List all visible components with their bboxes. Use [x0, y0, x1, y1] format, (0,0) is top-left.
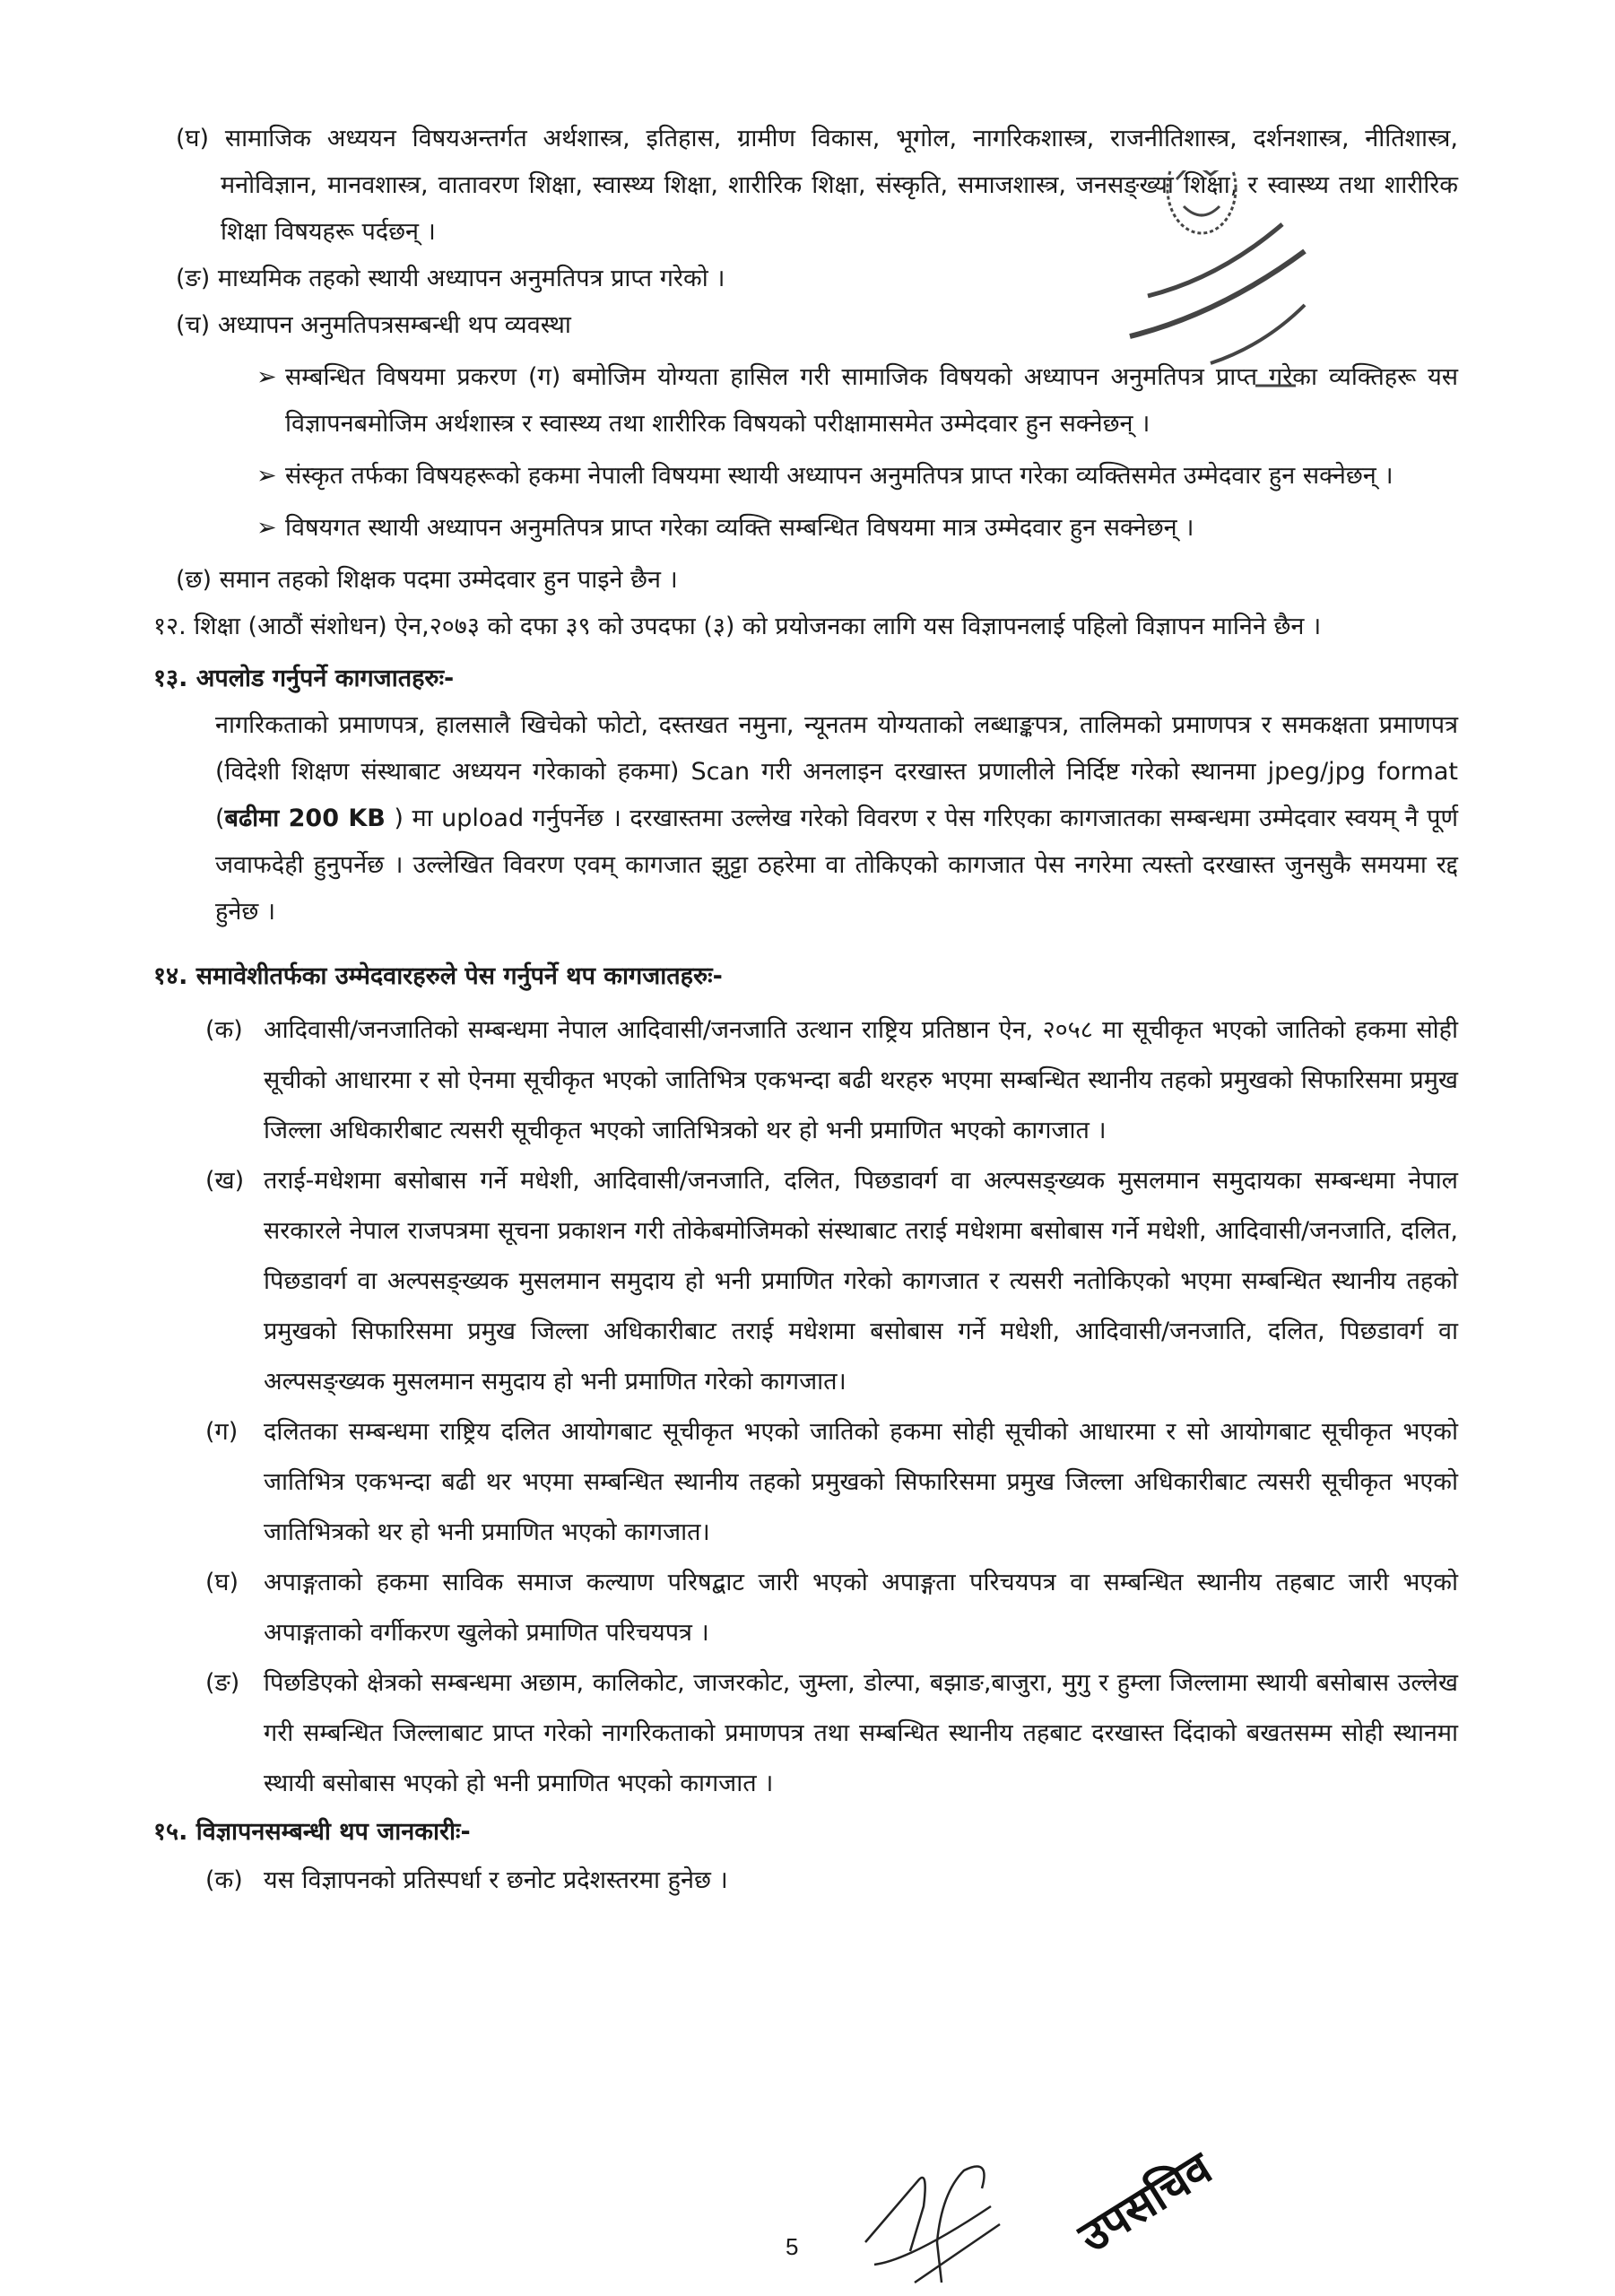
- section-14-heading: १४. समावेशीतर्फका उम्मेदवारहरुले पेस गर्नुपर्ने थप कागजातहरुः-: [153, 962, 723, 990]
- official-seal: [1112, 170, 1327, 395]
- section-14-item: [205, 1407, 1458, 1558]
- clause-marker: (ङ): [176, 265, 211, 292]
- item-marker: (ङ): [205, 1669, 240, 1697]
- clause-text: सामाजिक अध्ययन विषयअन्तर्गत अर्थशास्त्र, इतिहास, ग्रामीण विकास, भूगोल, नागरिकशास्त्र, राजनीतिशास्त्र, दर्शनशास्त्र, नीतिशास्त्र, मनोविज्ञान, मानवशास्त्र, वातावरण शिक्षा, स्वास्थ्य शिक्षा, शारीरिक शिक्षा, संस्कृति, समाजशास्त्र, जनसङ्ख्या शिक्षा, र स्वास्थ्य तथा शारीरिक शिक्षा विषयहरू पर्दछन् ।: [221, 125, 1459, 246]
- bullet-text: संस्कृत तर्फका विषयहरूको हकमा नेपाली विषयमा स्थायी अध्यापन अनुमतिपत्र प्राप्त गरेका व्यक्तिसमेत उम्मेदवार हुन सक्नेछन् ।: [285, 462, 1394, 490]
- item-text: आदिवासी/जनजातिको सम्बन्धमा नेपाल आदिवासी/जनजाति उत्थान राष्ट्रिय प्रतिष्ठान ऐन, २०५८ मा सूचीकृत भएको जातिको हकमा सोही सूचीको आधारमा र सो ऐनमा सूचीकृत भएको जातिभित्र एकभन्दा बढी थरहरु भएमा सम्बन्धित स्थानीय तहको प्रमुखको सिफारिसमा प्रमुख जिल्ला अधिकारीबाट त्यसरी सूचीकृत भएको जातिभित्रको थर हो भनी प्रमाणित भएको कागजात ।: [264, 1016, 1458, 1144]
- item-text: यस विज्ञापनको प्रतिस्पर्धा र छनोट प्रदेशस्तरमा हुनेछ ।: [264, 1866, 728, 1894]
- bullet-text: सम्बन्धित विषयमा प्रकरण (ग) बमोजिम योग्यता हासिल गरी सामाजिक विषयको अध्यापन अनुमतिपत्र प्राप्त गरेका व्यक्तिहरू यस विज्ञापनबमोजिम अर्थशास्त्र र स्वास्थ्य तथा शारीरिक विषयको परीक्षामासमेत उम्मेदवार हुन सक्नेछन् ।: [285, 363, 1458, 438]
- section-15-heading: १५. विज्ञापनसम्बन्धी थप जानकारीः-: [153, 1818, 471, 1846]
- arrow-bullet-icon: ➢: [256, 462, 277, 490]
- arrow-bullet-icon: ➢: [256, 363, 277, 391]
- section-14-item: [205, 1005, 1458, 1156]
- paragraph-text: नागरिकताको प्रमाणपत्र, हालसालै खिचेको फोटो, दस्तखत नमुना, न्यूनतम योग्यताको लब्धाङ्कपत्र, तालिमको प्रमाणपत्र र समकक्षता प्रमाणपत्र (विदेशी शिक्षण संस्थाबाट अध्ययन गरेकाको हकमा) Scan गरी अनलाइन दरखास्त प्रणालीले निर्दिष्ट गरेको स्थानमा jpeg/jpg format (: [215, 711, 1458, 832]
- bullet-item: [256, 453, 1458, 500]
- max-size-text: बढीमा 200 KB: [224, 804, 386, 832]
- section-14-item: [205, 1558, 1458, 1658]
- clause-text: माध्यमिक तहको स्थायी अध्यापन अनुमतिपत्र प्राप्त गरेको ।: [217, 265, 725, 292]
- signature-scribble-icon: [856, 2152, 1036, 2287]
- clause-text: अध्यापन अनुमतिपत्रसम्बन्धी थप व्यवस्था: [217, 311, 571, 339]
- section-15-item: [205, 1856, 891, 1906]
- bullet-text: विषयगत स्थायी अध्यापन अनुमतिपत्र प्राप्त गरेका व्यक्ति सम्बन्धित विषयमा मात्र उम्मेदवार हुन सक्नेछन् ।: [285, 514, 1194, 542]
- item-marker: (क): [205, 1016, 243, 1044]
- page-number: 5: [786, 2233, 799, 2260]
- section-12: [153, 604, 1458, 650]
- section-14-item: [205, 1658, 1458, 1809]
- section-12-text: १२. शिक्षा (आठौं संशोधन) ऐन,२०७३ को दफा ३९ को उपदफा (३) को प्रयोजनका लागि यस विज्ञापनलाई पहिलो विज्ञापन मानिने छैन ।: [153, 613, 1322, 640]
- arrow-bullet-icon: ➢: [256, 514, 277, 542]
- item-text: तराई-मधेशमा बसोबास गर्ने मधेशी, आदिवासी/जनजाति, दलित, पिछडावर्ग वा अल्पसङ्ख्यक मुसलमान समुदायका सम्बन्धमा नेपाल सरकारले नेपाल राजपत्रमा सूचना प्रकाशन गरी तोकेबमोजिमको संस्थाबाट तराई मधेशमा बसोबास गर्ने मधेशी, आदिवासी/जनजाति, दलित, पिछडावर्ग वा अल्पसङ्ख्यक मुसलमान समुदाय हो भनी प्रमाणित गरेको कागजात र त्यसरी नतोकिएको भएमा सम्बन्धित स्थानीय तहको प्रमुखको सिफारिसमा प्रमुख जिल्ला अधिकारीबाट तराई मधेशमा बसोबास गर्ने मधेशी, आदिवासी/जनजाति, दलित, पिछडावर्ग वा अल्पसङ्ख्यक मुसलमान समुदाय हो भनी प्रमाणित गरेको कागजात।: [264, 1167, 1458, 1396]
- clause-cha: [176, 302, 1117, 349]
- seal-emblem-icon: [1112, 170, 1327, 395]
- item-text: दलितका सम्बन्धमा राष्ट्रिय दलित आयोगबाट सूचीकृत भएको जातिको हकमा सोही सूचीको आधारमा र सो आयोगबाट सूचीकृत भएको जातिभित्र एकभन्दा बढी थर भएमा सम्बन्धित स्थानीय तहको प्रमुखको सिफारिसमा प्रमुख जिल्ला अधिकारीबाट त्यसरी सूचीकृत भएको जातिभित्रको थर हो भनी प्रमाणित भएको कागजात।: [264, 1418, 1458, 1546]
- clause-marker: (च): [176, 311, 211, 339]
- section-14-item: [205, 1156, 1458, 1407]
- paragraph-text: ) मा upload गर्नुपर्नेछ । दरखास्तमा उल्लेख गरेको विवरण र पेस गरिएका कागजातका सम्बन्धमा उम्मेदवार स्वयम् नै पूर्ण जवाफदेही हुनुपर्नेछ । उल्लेखित विवरण एवम् कागजात झुट्टा ठहरेमा वा तोकिएको कागजात पेस नगरेमा त्यस्तो दरखास्त जुनसुकै समयमा रद्द हुनेछ ।: [215, 804, 1458, 926]
- item-marker: (ख): [205, 1167, 245, 1195]
- designation-stamp: उपसचिव: [1070, 2142, 1221, 2264]
- item-marker: (घ): [205, 1569, 239, 1596]
- item-text: अपाङ्गताको हकमा साविक समाज कल्याण परिषद्बाट जारी भएको अपाङ्गता परिचयपत्र वा सम्बन्धित स्थानीय तहबाट जारी भएको अपाङ्गताको वर्गीकरण खुलेको प्रमाणित परिचयपत्र ।: [264, 1569, 1458, 1647]
- clause-chha: [176, 557, 1458, 604]
- clause-marker: (छ): [176, 566, 212, 594]
- bullet-item: [256, 505, 1458, 552]
- item-marker: (ग): [205, 1418, 239, 1446]
- clause-text: समान तहको शिक्षक पदमा उम्मेदवार हुन पाइने छैन ।: [219, 566, 678, 594]
- item-text: पिछडिएको क्षेत्रको सम्बन्धमा अछाम, कालिकोट, जाजरकोट, जुम्ला, डोल्पा, बझाङ,बाजुरा, मुगु र हुम्ला जिल्लामा स्थायी बसोबास उल्लेख गरी सम्बन्धित जिल्लाबाट प्राप्त गरेको नागरिकताको प्रमाणपत्र तथा सम्बन्धित स्थानीय तहबाट दरखास्त दिंदाको बखतसम्म सोही स्थानमा स्थायी बसोबास भएको हो भनी प्रमाणित भएको कागजात ।: [264, 1669, 1458, 1797]
- signature: [856, 2152, 1036, 2287]
- section-13-heading: १३. अपलोड गर्नुपर्ने कागजातहरुः-: [153, 665, 455, 692]
- clause-marker: (घ): [176, 125, 210, 152]
- item-marker: (क): [205, 1866, 243, 1894]
- clause-nga: [176, 256, 1117, 302]
- section-13-paragraph: [215, 702, 1458, 935]
